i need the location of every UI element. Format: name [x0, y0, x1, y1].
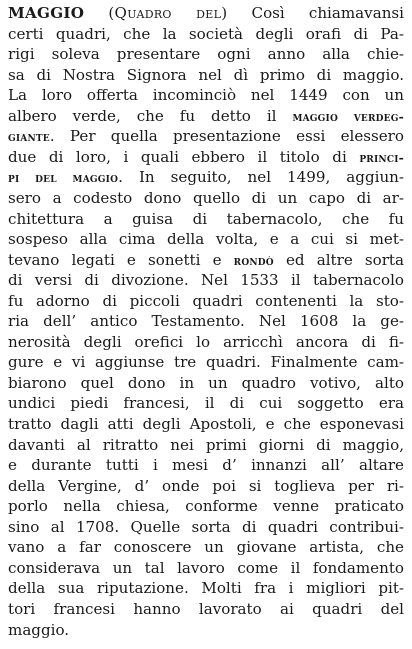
text-segment: . In seguito, nel 1499, aggiun- [118, 168, 404, 187]
text-line [8, 106, 404, 126]
text-line [8, 44, 404, 64]
text-segment: biarono quel dono in un quadro votivo, alto [8, 373, 404, 392]
text-segment: davanti al ritratto nei primi giorni di maggio, [8, 435, 404, 454]
text-line [8, 558, 404, 578]
text-segment: gure e vi aggiunse tre quadri. Finalmente cam- [8, 353, 404, 372]
text-line [8, 352, 404, 372]
text-line [8, 599, 404, 619]
headword-qualifier: (Quadro del) [108, 4, 228, 22]
dictionary-entry [8, 3, 404, 643]
text-line [8, 291, 404, 311]
text-segment: La loro offerta incominciò nel 1449 con un [8, 86, 404, 105]
text-segment: della sua riputazione. Molti fra i migliori pit- [8, 579, 404, 598]
text-line [8, 147, 404, 167]
text-line [8, 188, 404, 208]
text-line [8, 85, 404, 105]
emphasized-term: rondò [233, 252, 274, 268]
text-line [8, 414, 404, 434]
text-segment: porlo nella chiesa, conforme venne praticato [8, 497, 404, 516]
text-segment: fu adorno di piccoli quadri contenenti la sto- [8, 291, 404, 310]
text-segment: tori francesi hanno lavorato ai quadri del [8, 599, 404, 618]
text-segment: chitettura a guisa di tabernacolo, che fu [8, 209, 404, 228]
text-segment: sino al 1708. Quelle sorta di quadri contribui- [8, 517, 404, 536]
text-segment: rigi soleva presentare ogni anno alla chie- [8, 45, 404, 64]
text-line [8, 435, 404, 455]
emphasized-term: pi del maggio [8, 170, 119, 186]
text-segment: sospeso alla cima della volta, e a cui si met- [8, 230, 404, 249]
text-segment: tratto dagli atti degli Apostoli, e che esponevasi [8, 415, 404, 433]
text-line [8, 578, 404, 598]
emphasized-term: princi- [359, 149, 404, 165]
text-line [8, 3, 404, 23]
text-segment: nerosità degli orefici lo arricchì ancora di fi- [8, 332, 404, 351]
text-segment: tevano legati e sonetti e [8, 250, 234, 269]
text-segment: certi quadri, che la società degli orafi di Pa- [8, 24, 404, 43]
text-segment: considerava un tal lavoro come il fondamento [8, 558, 404, 577]
text-line [8, 209, 404, 229]
text-segment: ria dell’ antico Testamento. Nel 1608 la ge- [8, 312, 404, 331]
text-line [8, 537, 404, 557]
emphasized-term: giante [8, 129, 50, 145]
text-segment: Così chiamavansi [227, 4, 404, 22]
text-segment: sero a codesto dono quello di un capo di ar- [8, 188, 404, 207]
text-segment: maggio. [8, 620, 70, 639]
emphasized-term: maggio verdeg- [292, 108, 404, 124]
text-segment: di versi di divozione. Nel 1533 il tabernacolo [8, 271, 404, 290]
text-line [8, 332, 404, 352]
text-segment: . Per quella presentazione essi elessero [49, 127, 404, 146]
text-line [8, 65, 404, 85]
text-line [8, 250, 404, 270]
text-line [8, 476, 404, 496]
headword: MAGGIO [8, 4, 85, 22]
text-segment: ed altre sorta [273, 250, 404, 269]
text-line [8, 620, 404, 640]
text-segment: vano a far conoscere un giovane artista, che [8, 538, 404, 557]
text-segment: della Vergine, d’ onde poi si toglieva per ri- [8, 476, 404, 495]
text-segment: albero verde, che fu detto il [8, 106, 293, 125]
text-line [8, 229, 404, 249]
text-line [8, 517, 404, 537]
text-line [8, 393, 404, 413]
text-line [8, 126, 404, 146]
text-segment [84, 4, 108, 22]
text-segment: sa di Nostra Signora nel dì primo di maggio. [8, 65, 404, 84]
text-line [8, 496, 404, 516]
text-line [8, 373, 404, 393]
text-line [8, 455, 404, 475]
text-segment: due di loro, i quali ebbero il titolo di [8, 147, 360, 166]
text-line [8, 270, 404, 290]
text-line [8, 24, 404, 44]
text-line [8, 311, 404, 331]
text-segment: undici piedi francesi, il di cui soggetto era [8, 394, 404, 413]
text-line [8, 167, 404, 187]
text-segment: e durante tutti i mesi d’ innanzi all’ altare [8, 456, 404, 475]
